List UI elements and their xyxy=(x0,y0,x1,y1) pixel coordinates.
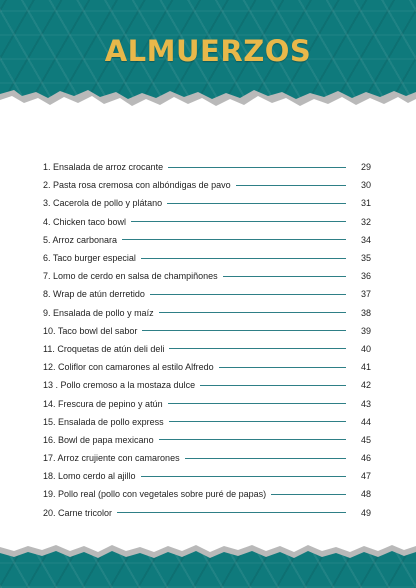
toc-entry-label: 16. Bowl de papa mexicano xyxy=(43,434,154,445)
toc-entry-label: 8. Wrap de atún derretido xyxy=(43,289,145,300)
toc-entry-page: 34 xyxy=(360,234,371,245)
toc-entry xyxy=(43,449,371,467)
toc-leader-line xyxy=(271,494,346,495)
toc-entry-label: 3. Cacerola de pollo y plátano xyxy=(43,198,163,209)
toc-leader-line xyxy=(168,167,346,168)
toc-entry-label: 17. Arroz crujiente con camarones xyxy=(43,453,180,464)
toc-entry-label: 19. Pollo real (pollo con vegetales sobre puré de papas) xyxy=(43,489,267,500)
toc-entry-page: 41 xyxy=(360,362,371,373)
toc-leader-line xyxy=(117,512,346,513)
toc-entry xyxy=(43,158,371,176)
toc-entry-label: 1. Ensalada de arroz crocante xyxy=(43,162,164,173)
toc-entry xyxy=(43,358,371,376)
toc-entry-page: 47 xyxy=(360,471,371,482)
toc-entry xyxy=(43,376,371,394)
toc-entry xyxy=(43,322,371,340)
toc-entry-page: 48 xyxy=(360,489,371,500)
toc-entry xyxy=(43,304,371,322)
toc-entry xyxy=(43,394,371,412)
toc-entry-page: 35 xyxy=(360,253,371,264)
toc-entry-label: 10. Taco bowl del sabor xyxy=(43,325,138,336)
toc-leader-line xyxy=(169,348,346,349)
toc-entry-label: 9. Ensalada de pollo y maíz xyxy=(43,307,154,318)
page-title: ALMUERZOS xyxy=(104,34,312,68)
toc-entry-page: 46 xyxy=(360,453,371,464)
toc-entry-label: 12. Coliflor con camarones al estilo Alfredo xyxy=(43,362,214,373)
toc-entry xyxy=(43,485,371,503)
toc-entry-page: 49 xyxy=(360,507,371,518)
toc-leader-line xyxy=(219,367,346,368)
toc-entry xyxy=(43,413,371,431)
toc-entry-page: 31 xyxy=(360,198,371,209)
toc-leader-line xyxy=(169,421,346,422)
toc-entry xyxy=(43,431,371,449)
toc-entry-label: 11. Croquetas de atún deli deli xyxy=(43,343,165,354)
footer-torn-paper-edge xyxy=(0,538,416,562)
toc-leader-line xyxy=(185,458,346,459)
toc-entry-page: 32 xyxy=(360,216,371,227)
toc-leader-line xyxy=(236,185,346,186)
toc-entry-page: 36 xyxy=(360,271,371,282)
toc-entry xyxy=(43,340,371,358)
toc-entry-page: 44 xyxy=(360,416,371,427)
toc-entry-page: 43 xyxy=(360,398,371,409)
toc-entry-label: 5. Arroz carbonara xyxy=(43,234,118,245)
toc-leader-line xyxy=(159,439,346,440)
toc-entry-page: 45 xyxy=(360,434,371,445)
toc-leader-line xyxy=(200,385,346,386)
toc-entry-page: 40 xyxy=(360,343,371,354)
toc-entry-label: 2. Pasta rosa cremosa con albóndigas de pavo xyxy=(43,180,231,191)
toc-entry-label: 6. Taco burger especial xyxy=(43,253,136,264)
toc-entry-page: 38 xyxy=(360,307,371,318)
toc-leader-line xyxy=(223,276,346,277)
toc-leader-line xyxy=(122,239,346,240)
toc-entry xyxy=(43,285,371,303)
toc-entry-page: 39 xyxy=(360,325,371,336)
toc-entry-label: 18. Lomo cerdo al ajillo xyxy=(43,471,136,482)
toc-entry-page: 29 xyxy=(360,162,371,173)
toc-entry xyxy=(43,231,371,249)
toc-entry-label: 15. Ensalada de pollo express xyxy=(43,416,164,427)
toc-leader-line xyxy=(168,403,346,404)
toc-leader-line xyxy=(141,258,346,259)
toc-entry xyxy=(43,267,371,285)
table-of-contents xyxy=(43,158,371,522)
toc-entry-page: 42 xyxy=(360,380,371,391)
toc-leader-line xyxy=(150,294,346,295)
toc-entry xyxy=(43,467,371,485)
toc-entry xyxy=(43,504,371,522)
toc-entry xyxy=(43,249,371,267)
toc-entry xyxy=(43,213,371,231)
toc-leader-line xyxy=(141,476,346,477)
toc-entry-label: 13 . Pollo cremoso a la mostaza dulce xyxy=(43,380,196,391)
toc-entry-label: 14. Frescura de pepino y atún xyxy=(43,398,163,409)
toc-entry-label: 7. Lomo de cerdo en salsa de champiñones xyxy=(43,271,218,282)
toc-entry-page: 30 xyxy=(360,180,371,191)
toc-leader-line xyxy=(159,312,346,313)
toc-leader-line xyxy=(167,203,346,204)
header-torn-paper-edge xyxy=(0,86,416,122)
toc-leader-line xyxy=(142,330,346,331)
toc-entry xyxy=(43,194,371,212)
toc-entry-label: 20. Carne tricolor xyxy=(43,507,113,518)
toc-entry xyxy=(43,176,371,194)
toc-entry-label: 4. Chicken taco bowl xyxy=(43,216,127,227)
toc-leader-line xyxy=(131,221,346,222)
toc-entry-page: 37 xyxy=(360,289,371,300)
